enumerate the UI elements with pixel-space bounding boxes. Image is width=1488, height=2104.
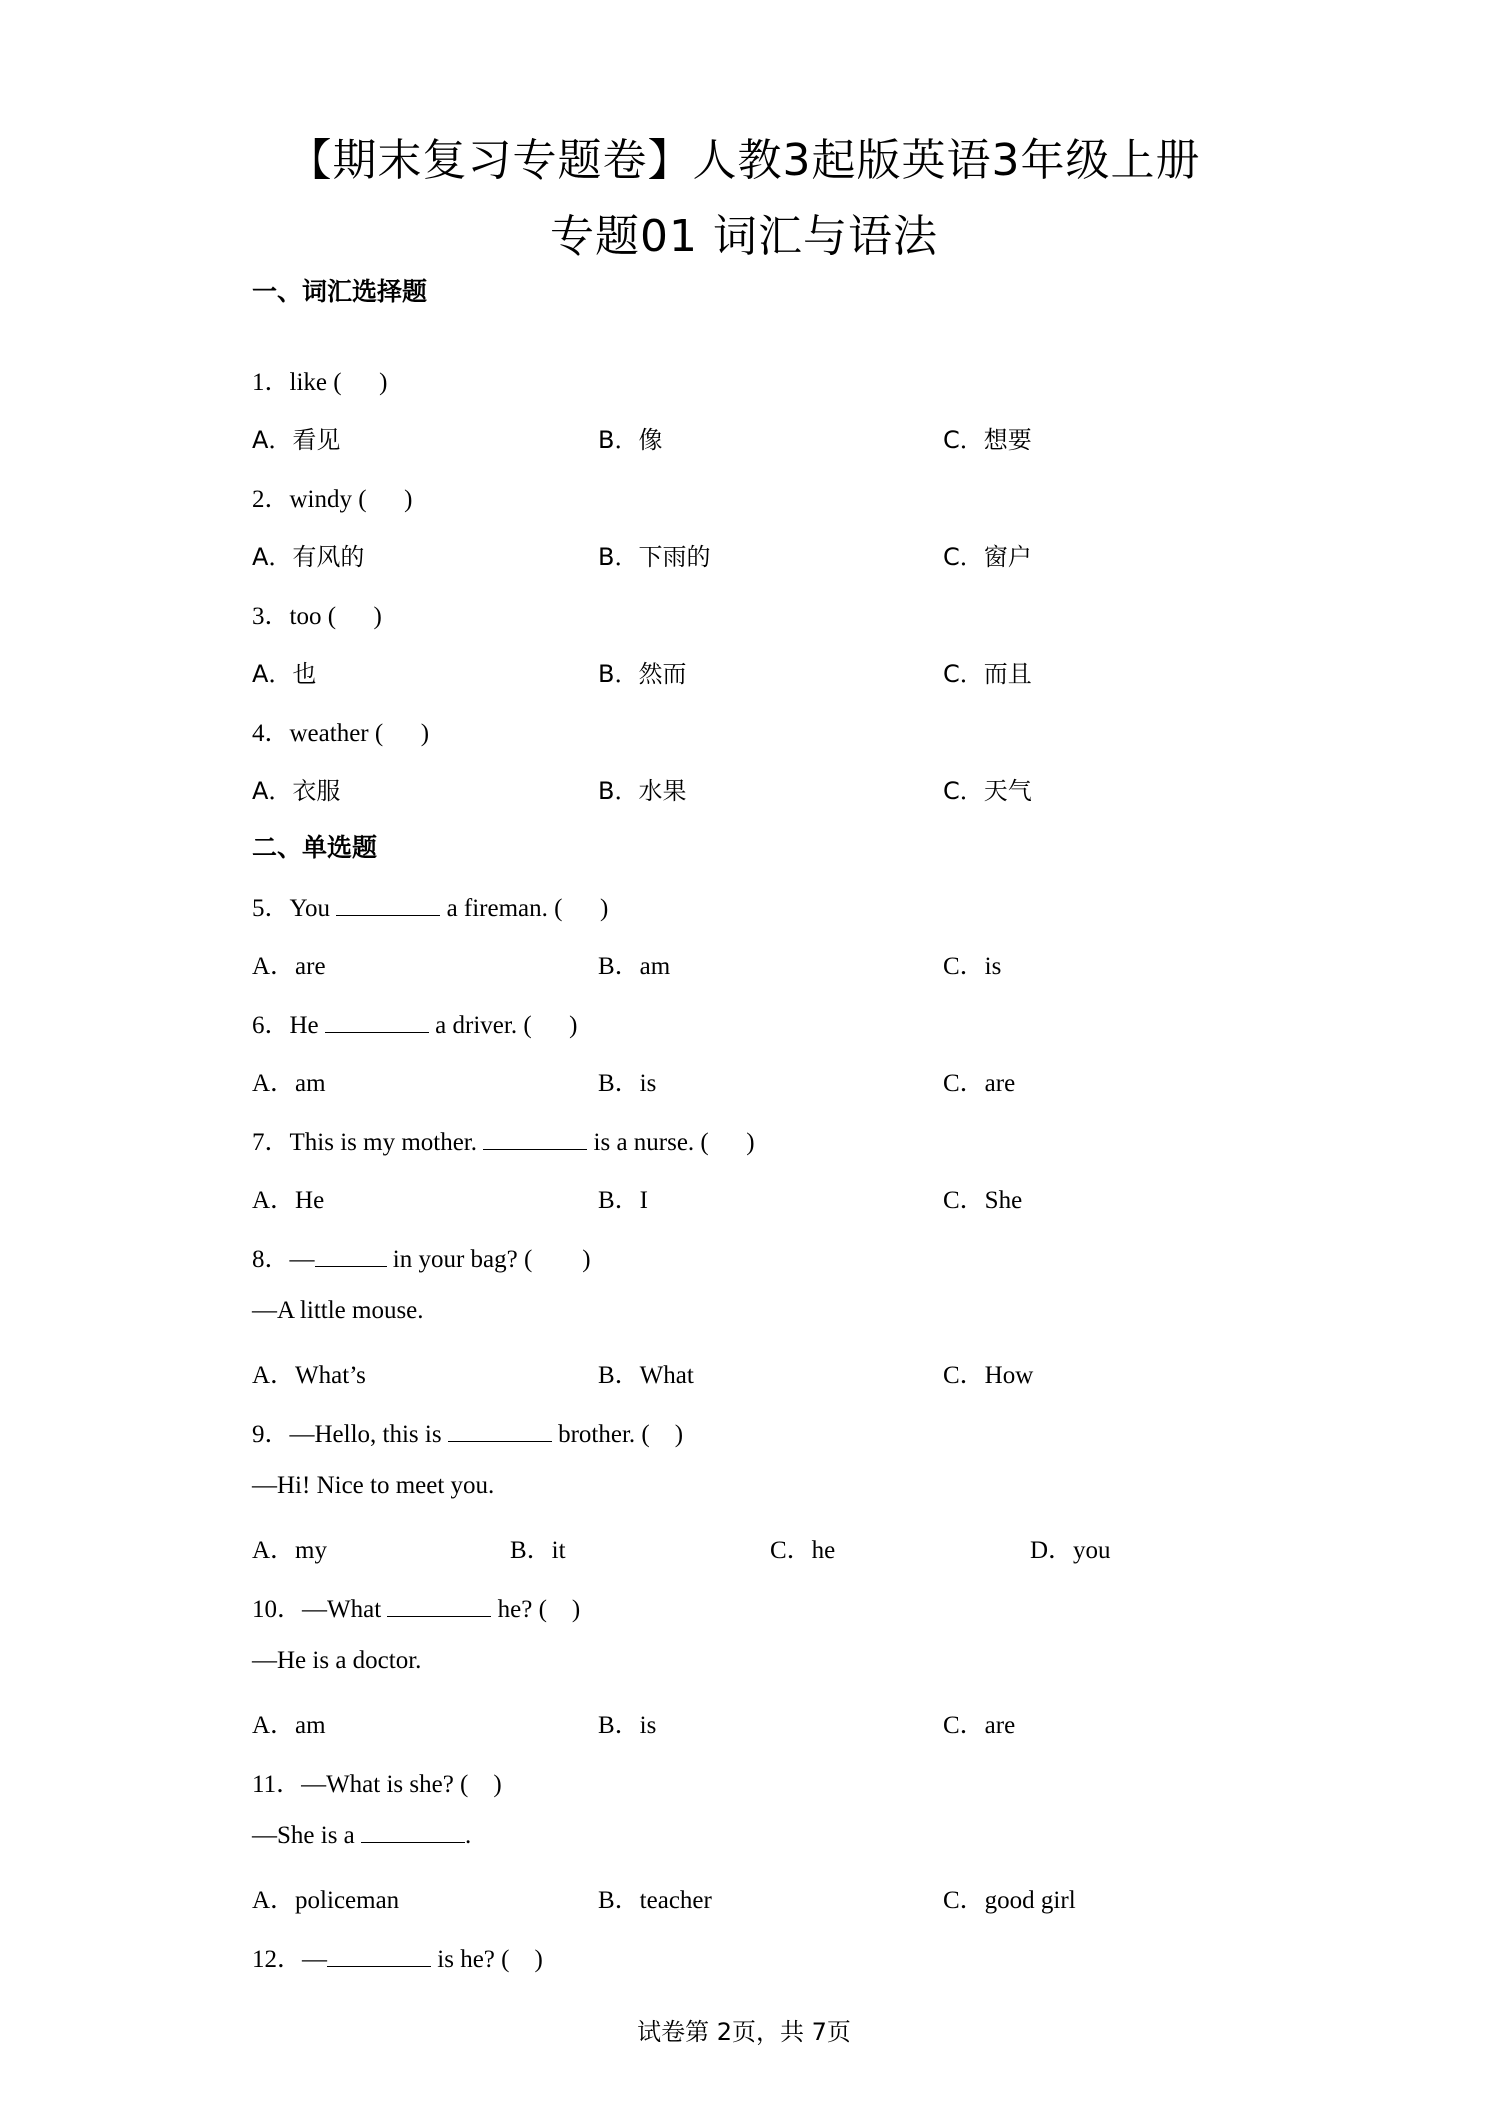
option-3b: B．然而 [598, 660, 687, 688]
option-9b: B．it [510, 1537, 566, 1564]
question-11: 11．—What is she? ( ) [252, 1771, 502, 1798]
answer-blank [361, 1822, 465, 1843]
question-3: 3．too ( ) [252, 603, 382, 630]
option-4a: A．衣服 [252, 777, 341, 805]
option-5c: C．is [943, 953, 1002, 980]
option-2b: B．下雨的 [598, 543, 711, 571]
question-2: 2．windy ( ) [252, 486, 413, 513]
question-9-reply: —Hi! Nice to meet you. [252, 1472, 495, 1499]
option-3a: A．也 [252, 660, 317, 688]
option-11a: A．policeman [252, 1887, 400, 1914]
question-4: 4．weather ( ) [252, 720, 430, 747]
answer-blank [325, 1012, 429, 1033]
option-6b: B．is [598, 1070, 657, 1097]
option-8a: A．What’s [252, 1362, 366, 1389]
option-10b: B．is [598, 1712, 657, 1739]
option-8c: C．How [943, 1362, 1034, 1389]
option-9a: A．my [252, 1537, 328, 1564]
option-9d: D．you [1030, 1537, 1111, 1564]
option-11c: C．good girl [943, 1887, 1076, 1914]
answer-blank [387, 1596, 491, 1617]
question-9: 9．—Hello, this is brother. ( ) [252, 1421, 684, 1448]
option-10c: C．are [943, 1712, 1016, 1739]
answer-blank [483, 1129, 587, 1150]
answer-blank [448, 1421, 552, 1442]
option-6c: C．are [943, 1070, 1016, 1097]
option-11b: B．teacher [598, 1887, 712, 1914]
option-9c: C．he [770, 1537, 836, 1564]
option-1c: C．想要 [943, 426, 1032, 454]
option-10a: A．am [252, 1712, 326, 1739]
question-7: 7．This is my mother. is a nurse. ( ) [252, 1129, 755, 1156]
option-5b: B．am [598, 953, 671, 980]
option-1a: A．看见 [252, 426, 341, 454]
option-4b: B．水果 [598, 777, 687, 805]
question-5: 5．You a fireman. ( ) [252, 895, 609, 922]
option-3c: C．而且 [943, 660, 1032, 688]
page-title: 【期末复习专题卷】人教3起版英语3年级上册 [287, 135, 1201, 186]
option-1b: B．像 [598, 426, 663, 454]
question-6: 6．He a driver. ( ) [252, 1012, 578, 1039]
section-heading-vocabulary: 一、词汇选择题 [252, 277, 428, 306]
option-7b: B．I [598, 1187, 649, 1214]
section-heading-single-choice: 二、单选题 [252, 833, 378, 862]
option-7c: C．She [943, 1187, 1023, 1214]
question-10: 10．—What he? ( ) [252, 1596, 581, 1623]
page-subtitle: 专题01 词汇与语法 [550, 211, 938, 262]
answer-blank [315, 1246, 387, 1267]
question-8-reply: —A little mouse. [252, 1297, 424, 1324]
answer-blank [336, 895, 440, 916]
page-footer: 试卷第 2页，共 7页 [637, 2018, 851, 2046]
question-11-reply: —She is a . [252, 1822, 472, 1849]
option-2c: C．窗户 [943, 543, 1032, 571]
option-6a: A．am [252, 1070, 326, 1097]
question-8: 8．— in your bag? ( ) [252, 1246, 591, 1273]
option-5a: A．are [252, 953, 326, 980]
option-8b: B．What [598, 1362, 694, 1389]
question-10-reply: —He is a doctor. [252, 1647, 422, 1674]
option-4c: C．天气 [943, 777, 1032, 805]
option-7a: A．He [252, 1187, 325, 1214]
question-1: 1．like ( ) [252, 369, 388, 396]
question-12: 12．— is he? ( ) [252, 1946, 543, 1973]
answer-blank [327, 1946, 431, 1967]
option-2a: A．有风的 [252, 543, 365, 571]
